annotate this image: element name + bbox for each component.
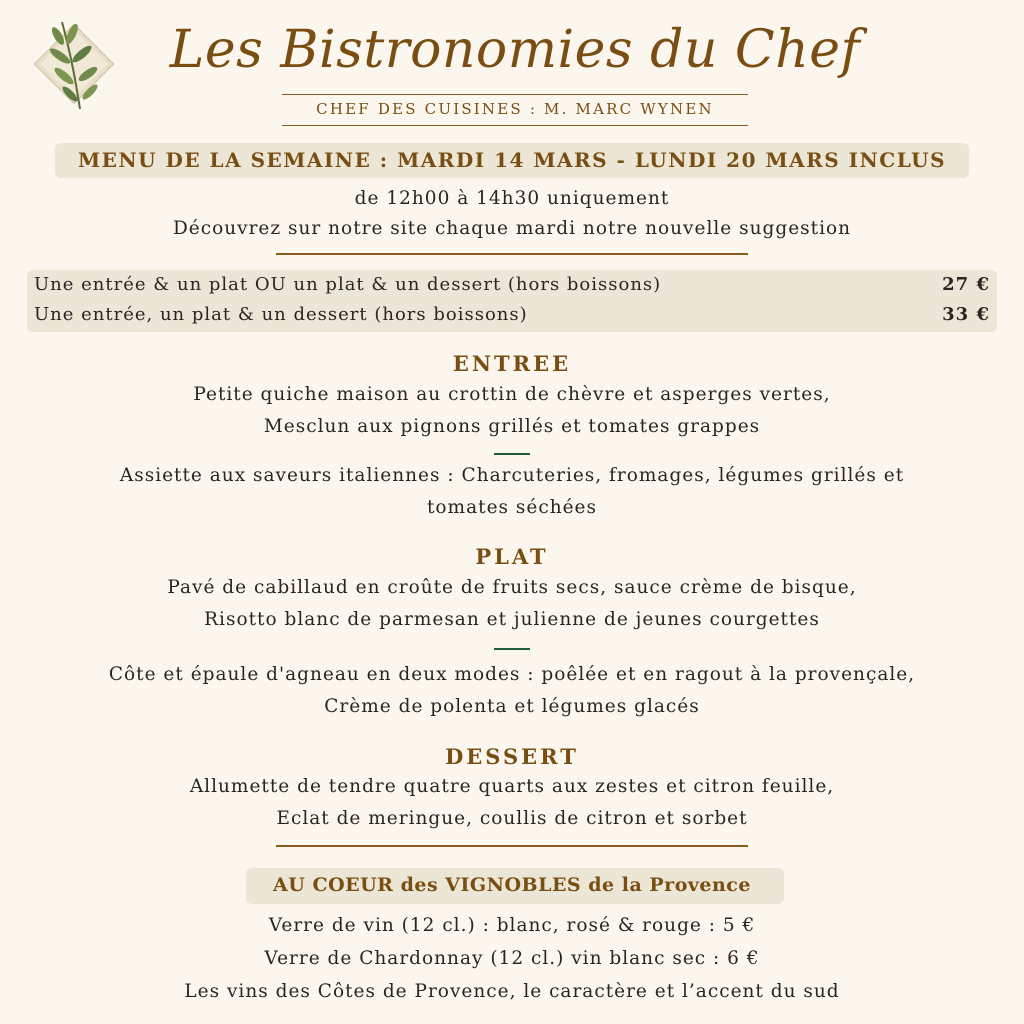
- wine-line: Les vins des Côtes de Provence, le caractère et l’accent du sud: [184, 981, 840, 1002]
- entree-dish-2-line-1: Assiette aux saveurs italiennes : Charcuteries, fromages, légumes grillés et: [119, 465, 905, 486]
- divider: [276, 845, 748, 847]
- wine-line: Verre de Chardonnay (12 cl.) vin blanc sec : 6 €: [264, 948, 760, 969]
- entree-dish-1-line-2: Mesclun aux pignons grillés et tomates grappes: [263, 416, 761, 437]
- entree-dish-1-line-1: Petite quiche maison au crottin de chèvre et asperges vertes,: [193, 384, 831, 405]
- plat-dish-1-line-2: Risotto blanc de parmesan et julienne de jeunes courgettes: [204, 609, 820, 630]
- dish-separator: [494, 648, 530, 650]
- price-row: [34, 304, 990, 325]
- plat-dish-1-line-1: Pavé de cabillaud en croûte de fruits secs, sauce crème de bisque,: [167, 577, 857, 598]
- entree-dish-2-line-2: tomates séchées: [426, 497, 597, 518]
- wine-line: Verre de vin (12 cl.) : blanc, rosé & rouge : 5 €: [268, 915, 756, 936]
- price-label: Une entrée & un plat OU un plat & un dessert (hors boissons): [34, 274, 662, 295]
- price-value: 27 €: [942, 274, 990, 295]
- divider: [276, 253, 748, 255]
- chef-line: CHEF DES CUISINES : M. MARC WYNEN: [282, 94, 748, 126]
- price-value: 33 €: [942, 304, 990, 325]
- section-title-dessert: DESSERT: [445, 744, 579, 769]
- plat-dish-2-line-1: Côte et épaule d'agneau en deux modes : poêlée et en ragout à la provençale,: [108, 664, 916, 685]
- price-label: Une entrée, un plat & un dessert (hors boissons): [34, 304, 528, 325]
- dish-separator: [494, 453, 530, 455]
- week-heading: MENU DE LA SEMAINE : MARDI 14 MARS - LUNDI 20 MARS INCLUS: [77, 148, 947, 172]
- section-title-entree: ENTREE: [452, 351, 572, 376]
- dessert-dish-1-line-2: Eclat de meringue, coullis de citron et sorbet: [276, 808, 748, 829]
- price-row: [34, 274, 990, 295]
- section-title-plat: PLAT: [475, 544, 549, 569]
- weekly-note: Découvrez sur notre site chaque mardi notre nouvelle suggestion: [172, 218, 852, 239]
- dessert-dish-1-line-1: Allumette de tendre quatre quarts aux zestes et citron feuille,: [189, 776, 835, 797]
- plat-dish-2-line-2: Crème de polenta et légumes glacés: [324, 696, 700, 717]
- vine-title: AU COEUR des VIGNOBLES de la Provence: [273, 874, 751, 896]
- olive-branch-logo: [28, 14, 120, 114]
- service-hours: de 12h00 à 14h30 uniquement: [354, 188, 670, 209]
- restaurant-title: Les Bistronomies du Chef: [169, 20, 861, 80]
